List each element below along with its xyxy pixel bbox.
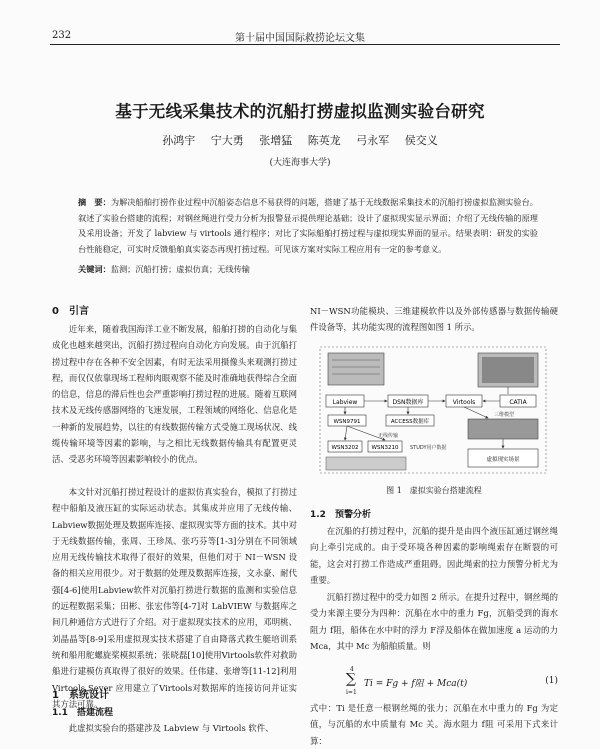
equation-number: (1): [545, 676, 558, 686]
equation-rhs: Ti = Fg + f阻 + Mca(t): [364, 679, 468, 689]
node-virtools-label: Virtools: [452, 399, 476, 406]
section-1-1-paragraph: 此虚拟实验台的搭建涉及 Labview 与 Virtools 软件、: [68, 723, 274, 733]
ship-model-image: [468, 419, 538, 439]
node-study-label: STUDY用户数据: [410, 445, 447, 451]
sum-upper-limit: 4: [350, 666, 354, 673]
node-wsn3210-label: WSN3210: [371, 445, 399, 451]
authors: 孙鸿宇 宁大勇 张增猛 陈英龙 弓永军 侯交义: [162, 134, 438, 147]
intro-heading: 0 引言: [52, 306, 89, 317]
node-vr-scene-label: 虚拟现实场景: [486, 457, 520, 463]
paper-title: 基于无线采集技术的沉船打捞虚拟监测实验台研究: [115, 102, 485, 121]
section-1-2-paragraph-2: 沉船打捞过程中的受力如图 2 所示。在提升过程中，钢丝绳的受力来源主要分为四种：沉船在水中的重力 Fg，沉船受到的海水阻力 f阻，船体在水中时的浮力 F浮及船体在做加速度 a 运动的力 Mca，其中 Mc 为船舶质量。则: [310, 592, 558, 651]
section-1-2-paragraph-3: 式中：Ti 是任意一根钢丝绳的张力；沉船在水中重力的 Fg 为定值，与沉船的水中质量有 Mc 关。海水阻力 f阻 可采用下式来计算：: [310, 703, 558, 746]
right-paragraph-0: NI－WSN功能模块、三维建模软件以及外部传感器与数据传输硬件设备等，其功能实现的流程图如图 1 所示。: [310, 306, 558, 333]
section-1-heading: 1 系统设计: [52, 690, 109, 701]
keywords-label: 关键词：: [78, 264, 111, 274]
equation-1: [330, 666, 558, 696]
sum-lower-limit: i=1: [346, 689, 357, 696]
affiliation: (大连海事大学): [269, 158, 331, 168]
flowchart-figure: [318, 345, 548, 477]
sum-symbol: ∑: [346, 671, 356, 687]
section-1-2-heading: 1.2 预警分析: [310, 510, 371, 520]
keywords: [78, 264, 538, 275]
abstract-text: 为解决船舶打捞作业过程中沉船姿态信息不易获得的问题，搭建了基于无线数据采集技术的沉船打捞虚拟监测实验台。叙述了实验台搭建的流程；对钢丝绳进行受力分析为报警显示提供理论基础；设计了虚拟现实显示界面；介绍了无线传输的原理及采用设备；开发了 labview 与 virtools 通行程序；对比了实际船舶打捞过程与虚拟现实界面的显示。结果表明：研发的实验台性能稳定，可实时反馈船舶真实姿态再现打捞过程。可见该方案对实际工程应用有一定的参考意义。: [78, 197, 538, 254]
arrow-label-wireless: 无线传输: [378, 433, 399, 439]
section-1-2-paragraph-1: 在沉船的打捞过程中，沉船的提升是由四个液压缸通过钢丝绳向上牵引完成的。由于受环境各种因素的影响绳索存在断裂的可能，这会对打捞工作造成严重阻碍。因此绳索的拉力预警分析尤为重要。: [310, 526, 558, 585]
intro-paragraph-1: 近年来，随着我国海洋工业不断发展，船舶打捞的自动化与集成化也越来越突出，沉船打捞过程向自动化方向发展。由于沉船打捞过程中存在各种不安全因素，有时无法采用摄像头来观测打捞过程，而仅仅依靠现场工程师肉眼观察不能及时准确地获得综合全面的信息，信息的滞后性也会严重影响打捞过程的进展。随着互联网技术及无线传感器网络的飞速发展，工程领域的网络化、信息化是一种新的发展趋势，以往的有线数据传输方式受施工现场状况、线缆传输环境等因素的影响，与之相比无线数据传输具有配置更灵活、受恶劣环境等因素影响较小的优点。: [52, 324, 297, 465]
sensor-block-1: [328, 353, 384, 385]
page-number: 232: [52, 30, 72, 41]
intro-paragraph-2: 本文针对沉船打捞过程设计的虚拟仿真实验台，模拟了打捞过程中船舶及液压缸的实际运动状态。其集成并应用了无线传输、Labview数据处理及数据库连接、虚拟现实等方面的技术。其中对于无线数据传输，张周、王珍凤、张巧芬等[1-3]分别在不同领域应用无线传输技术取得了很好的效果，但他们对于 NI－WSN 设备的相关应用很少。对于数据的处理及数据库连接，文永豪、耐代强[4-6]使用Labview软件对沉船打捞进行数据的监测和实验信息的远程数据采集；田彬、张宏伟等[4-7]对 LabVIEW 与数据库之间几种通信方式进行了介绍。对于虚拟现实技术的应用，邓明桃、刘晶晶等[8-9]采用虚拟现实技术搭建了自由降落式救生艇培训系统和船用舵螺旋桨模拟系统；张晓磊[10]使用Virtools软件对救助船进行建模仿真取得了很好的效果。任伟建、张增等[11-12]利用 Virtools Sever 应用建立了Virtools对数据库的连接访问并证实其方法可靠。: [52, 487, 297, 709]
hydraulic-sensors-image: [326, 457, 406, 470]
node-access-label: ACCESS数据库: [390, 419, 430, 425]
node-catia-label: CATIA: [509, 399, 527, 406]
arrow-label-3d-model: 三维模型: [494, 412, 515, 418]
node-wsn9791-label: WSN9791: [333, 419, 361, 425]
keywords-text: 监测；沉船打捞；虚拟仿真；无线传输: [110, 264, 250, 274]
node-wsn3202-label: WSN3202: [331, 445, 359, 451]
running-title: 第十届中国国际救捞论坛文集: [235, 33, 365, 44]
node-labview-label: Labview: [332, 399, 358, 406]
section-1-1-heading: 1.1 搭建流程: [52, 708, 113, 718]
abstract-label: 摘 要：: [78, 197, 111, 207]
abstract: [78, 195, 538, 257]
node-dsn-label: DSN数据库: [392, 399, 424, 406]
header-rule: [50, 44, 560, 45]
figure-caption: 图 1 虚拟实验台搭建流程: [386, 486, 482, 495]
